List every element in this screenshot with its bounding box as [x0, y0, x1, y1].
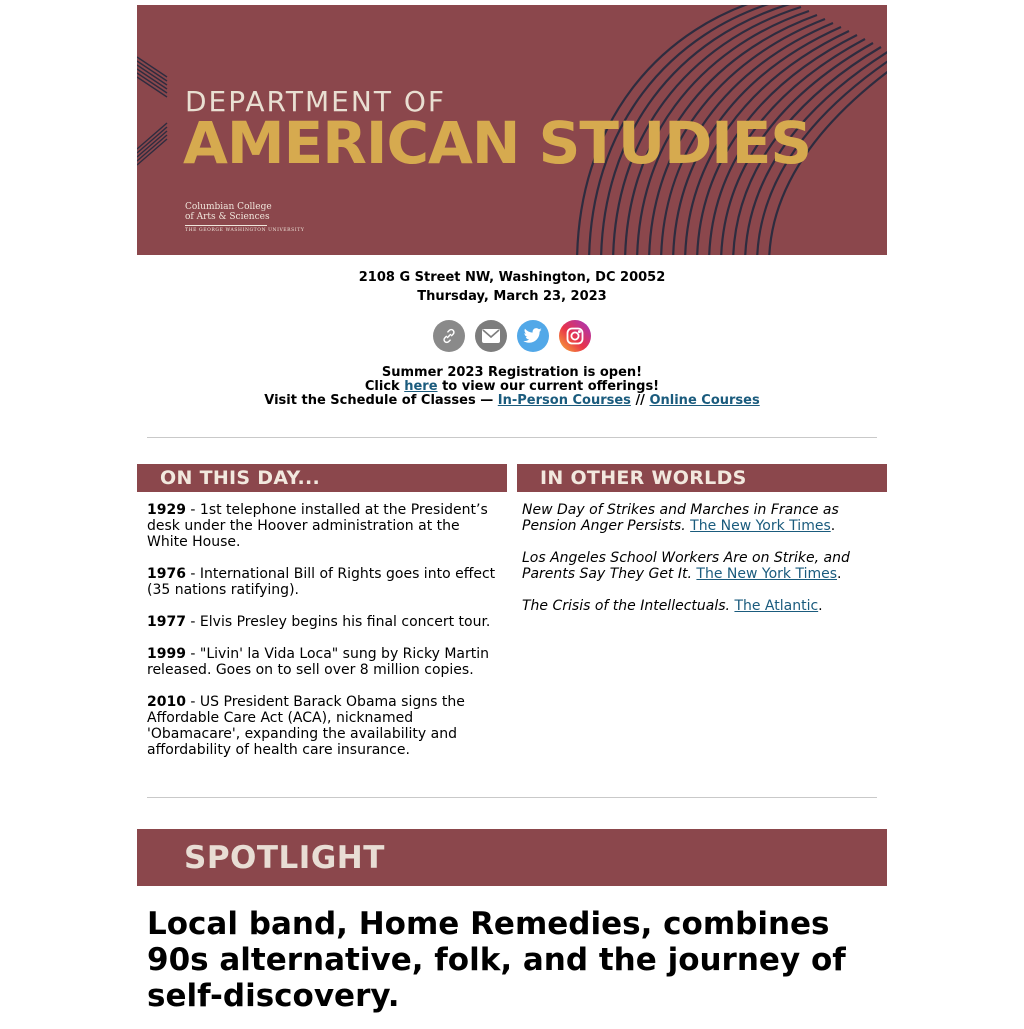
list-item [147, 694, 497, 758]
item-text: - Elvis Presley begins his final concert tour. [185, 614, 491, 630]
notice-line1: Summer 2023 Registration is open! [381, 365, 643, 380]
list-item [147, 566, 497, 598]
college-line2: of Arts & Sciences [185, 212, 270, 222]
notice-line2 [137, 380, 887, 394]
article-headline: Los Angeles School Workers Are on Strike, and Parents Say They Get It. [522, 550, 850, 582]
instagram-icon[interactable] [559, 320, 591, 352]
list-item [522, 502, 882, 534]
two-column-section [137, 464, 887, 774]
here-link[interactable]: here [404, 379, 438, 394]
other-worlds-list [517, 492, 887, 614]
spotlight-headline: Local band, Home Remedies, combines 90s alternative, folk, and the journey of self-discovery. [147, 906, 846, 1014]
college-line3: THE GEORGE WASHINGTON UNIVERSITY [185, 228, 305, 233]
header-banner [137, 5, 887, 255]
in-person-courses-link[interactable]: In-Person Courses [497, 393, 631, 408]
newsletter [137, 5, 887, 1014]
source-link[interactable]: The Atlantic [734, 598, 819, 614]
college-logo [185, 202, 304, 234]
issue-date: Thursday, March 23, 2023 [417, 289, 607, 304]
link-icon[interactable] [433, 320, 465, 352]
online-courses-link[interactable]: Online Courses [649, 393, 760, 408]
list-item [147, 502, 497, 550]
item-text: - International Bill of Rights goes into effect (35 nations ratifying). [147, 566, 496, 598]
source-link[interactable]: The New York Times [690, 518, 831, 534]
social-icons [137, 320, 887, 352]
item-year: 1977 [147, 614, 186, 630]
on-this-day-list [137, 492, 507, 758]
spotlight-heading: SPOTLIGHT [137, 829, 887, 886]
on-this-day-heading: ON THIS DAY... [137, 464, 507, 492]
other-worlds-column [517, 464, 887, 774]
item-year: 1999 [147, 646, 186, 662]
other-worlds-heading: IN OTHER WORLDS [517, 464, 887, 492]
notice-view-text: to view our current offerings! [442, 379, 660, 394]
banner-dept-of: DEPARTMENT OF [185, 85, 446, 118]
banner-american-studies: AMERICAN STUDIES [183, 109, 812, 177]
email-icon[interactable] [475, 320, 507, 352]
item-text: - 1st telephone installed at the President’s desk under the Hoover administration at the White House. [147, 502, 488, 550]
item-text: - "Livin' la Vida Loca" sung by Ricky Martin released. Goes on to sell over 8 million copies. [147, 646, 489, 678]
twitter-icon[interactable] [517, 320, 549, 352]
college-line1: Columbian College [185, 202, 272, 212]
address-block [137, 268, 887, 306]
divider [147, 437, 877, 438]
registration-notice [137, 366, 887, 408]
address: 2108 G Street NW, Washington, DC 20052 [358, 270, 666, 285]
college-rule [185, 225, 267, 226]
article-headline: New Day of Strikes and Marches in France as Pension Anger Persists. [522, 502, 839, 534]
list-item [147, 646, 497, 678]
item-year: 1976 [147, 566, 186, 582]
period: . [837, 566, 842, 582]
source-link[interactable]: The New York Times [696, 566, 838, 582]
notice-click-text: Click [364, 379, 400, 394]
schedule-text: Visit the Schedule of Classes — [264, 393, 494, 408]
item-text: - US President Barack Obama signs the Affordable Care Act (ACA), nicknamed 'Obamacare', expanding the availability and affordability of health care insurance. [147, 694, 465, 758]
list-item [147, 614, 497, 630]
item-year: 1929 [147, 502, 186, 518]
item-year: 2010 [147, 694, 186, 710]
list-item [522, 598, 882, 614]
divider [147, 797, 877, 798]
on-this-day-column [137, 464, 507, 774]
list-item [522, 550, 882, 582]
link-separator: // [635, 393, 645, 408]
period: . [830, 518, 836, 534]
article-headline: The Crisis of the Intellectuals. [522, 598, 730, 614]
notice-line3 [137, 394, 887, 408]
period: . [818, 598, 823, 614]
